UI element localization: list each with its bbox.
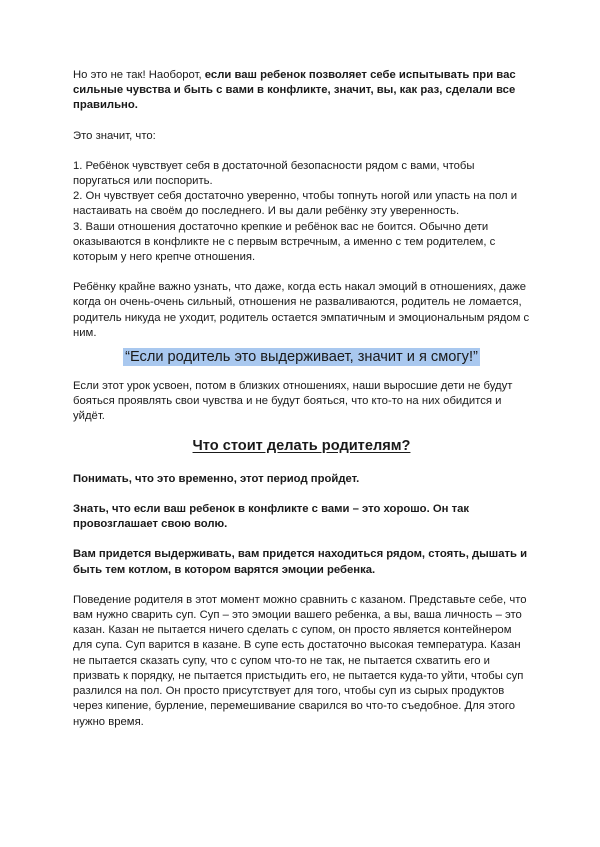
important-paragraph: Ребёнку крайне важно узнать, что даже, когда есть накал эмоций в отношениях, даже когда он очень-очень сильный, отношения не разваливаются, родитель не ломается, родитель никуда не уходит, родитель остается эмпатичным и эмоциональным рядом с ним. [73, 281, 530, 339]
intro-bold-text: если ваш ребенок позволяет себе испытывать при вас сильные чувства и быть с вами в конфликте, значит, вы, как раз, сделали все правильно. [73, 69, 516, 112]
bold-point: Понимать, что это временно, этот период пройдет. [73, 472, 360, 485]
intro-plain-text: Но это не так! Наоборот, [73, 69, 205, 81]
highlighted-quote-block [73, 347, 530, 367]
bold-point: Знать, что если ваш ребенок в конфликте с вами – это хорошо. Он так провозглашает свою волю. [73, 503, 470, 531]
reasons-list [73, 159, 530, 265]
section-heading: Что стоит делать родителям? [192, 437, 411, 454]
lesson-paragraph: Если этот урок усвоен, потом в близких отношениях, наши выросшие дети не будут бояться проявлять свои чувства и не будут бояться, что кто-то на них обидится и уйдёт. [73, 380, 513, 423]
highlighted-quote: “Если родитель это выдерживает, значит и я смогу!” [125, 349, 478, 366]
list-item: 2. Он чувствует себя достаточно уверенно, чтобы топнуть ногой или упасть на пол и настаивать на своём до последнего. И вы дали ребёнку эту уверенность. [73, 190, 518, 218]
intro-paragraph [73, 68, 530, 114]
bold-point: Вам придется выдерживать, вам придется находиться рядом, стоять, дышать и быть тем котлом, в котором варятся эмоции ребенка. [73, 548, 528, 576]
list-item: 3. Ваши отношения достаточно крепкие и ребёнок вас не боится. Обычно дети оказываются в конфликте не с первым встречным, а именно с тем родителем, с которым у него крепче отношения. [73, 220, 496, 264]
means-label: Это значит, что: [73, 129, 156, 142]
cauldron-paragraph: Поведение родителя в этот момент можно сравнить с казаном. Представьте себе, что вам нужно сварить суп. Суп – это эмоции вашего ребенка, а вы, ваша личность – это казан. Казан не пытается ничего сделать с супом, он просто является контейнером для супа. Суп варится в казане. В супе есть достаточно высокая температура. Казан не пытается сказать супу, что с супом что-то не так, не пытается схватить его и призвать к порядку, не пытается пристыдить его, не пытается куда-то уйти, чтобы суп разлился на пол. Он просто присутствует для того, чтобы суп из сырых продуктов через кипение, бурление, перемешивание сварился во что-то съедобное. Для этого нужно время. [73, 593, 527, 728]
list-item: 1. Ребёнок чувствует себя в достаточной безопасности рядом с вами, чтобы поругаться или поспорить. [73, 159, 475, 188]
